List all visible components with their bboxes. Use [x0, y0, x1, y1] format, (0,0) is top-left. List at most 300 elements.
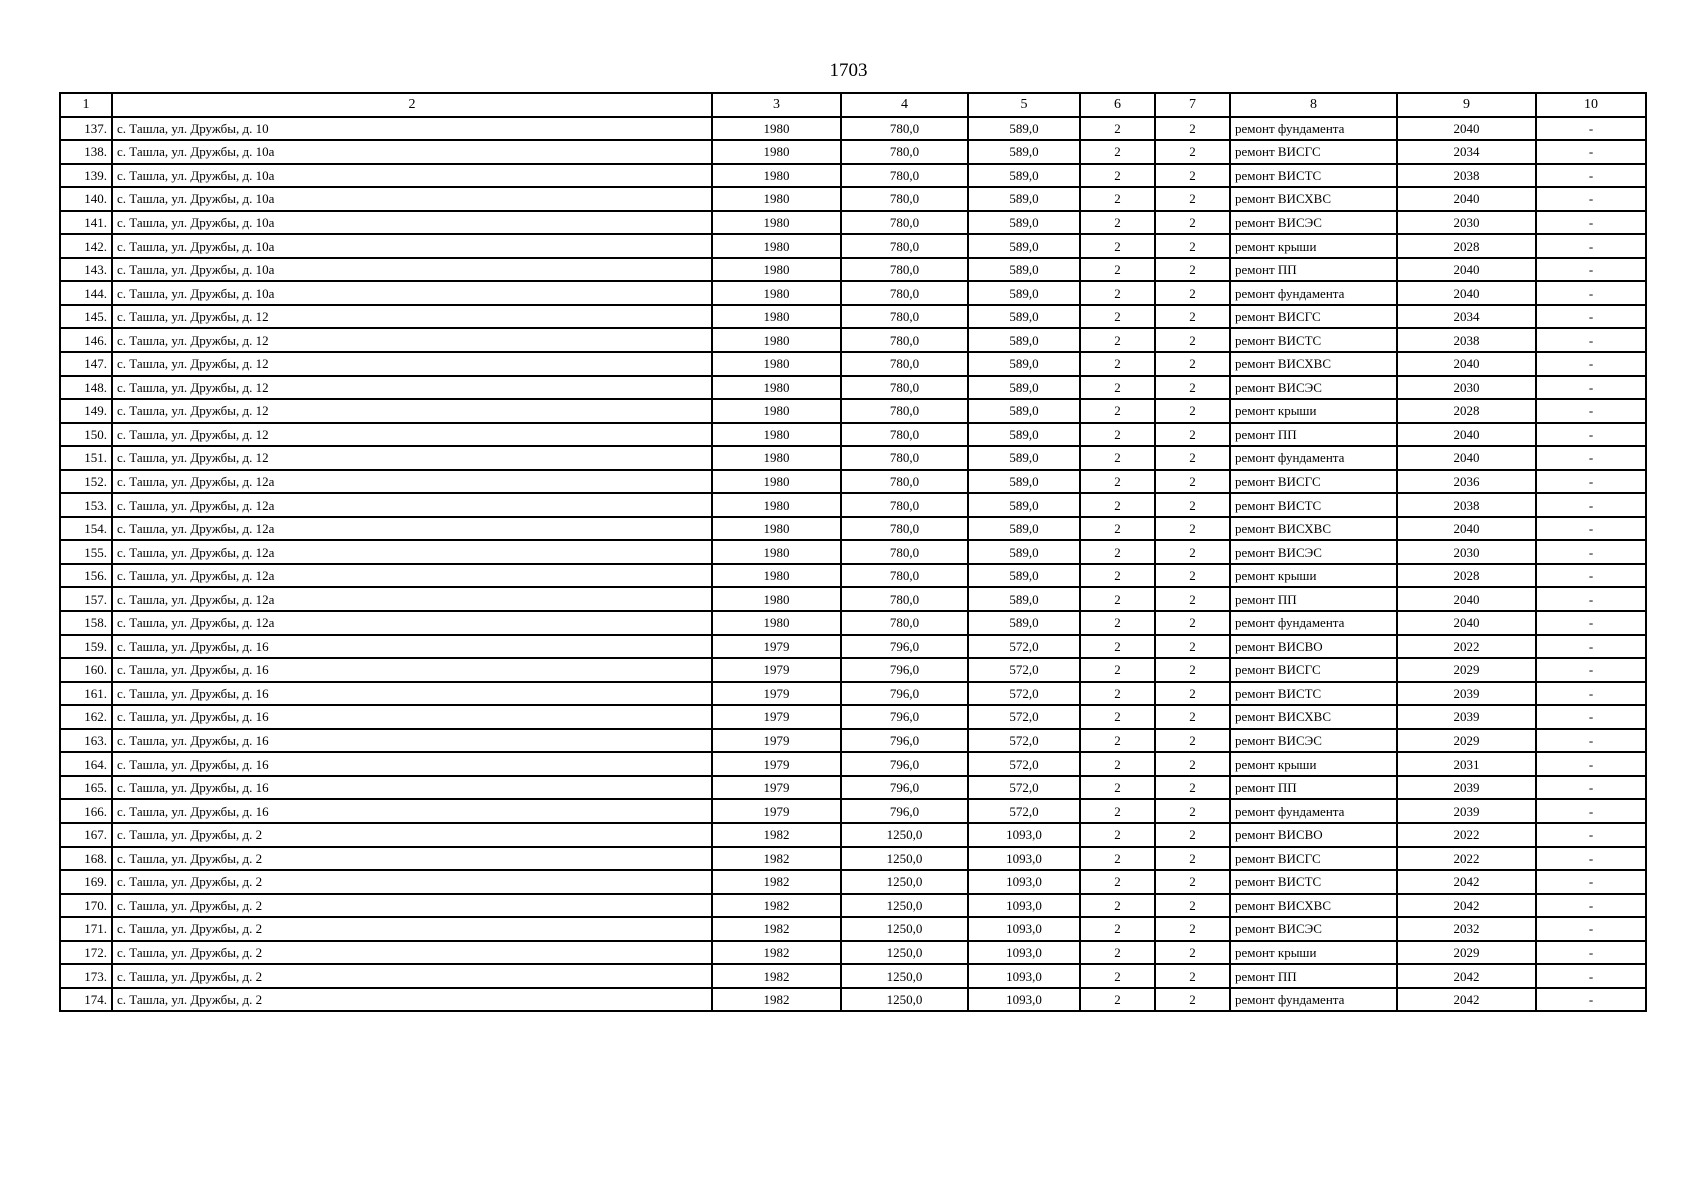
col7-cell: 2 [1155, 964, 1230, 988]
address-cell: с. Ташла, ул. Дружбы, д. 2 [112, 823, 712, 847]
living-area-cell: 589,0 [968, 164, 1080, 188]
living-area-cell: 589,0 [968, 352, 1080, 376]
planned-year-cell: 2040 [1397, 587, 1536, 611]
col7-cell: 2 [1155, 941, 1230, 965]
address-cell: с. Ташла, ул. Дружбы, д. 12а [112, 611, 712, 635]
row-number-cell: 155. [60, 540, 112, 564]
table-row [60, 752, 1646, 776]
address-cell: с. Ташла, ул. Дружбы, д. 10а [112, 211, 712, 235]
total-area-cell: 1250,0 [841, 988, 968, 1012]
planned-year-cell: 2028 [1397, 564, 1536, 588]
total-area-cell: 796,0 [841, 635, 968, 659]
total-area-cell: 1250,0 [841, 941, 968, 965]
living-area-cell: 589,0 [968, 187, 1080, 211]
row-number-cell: 157. [60, 587, 112, 611]
living-area-cell: 1093,0 [968, 870, 1080, 894]
col6-cell: 2 [1080, 258, 1155, 282]
table-row [60, 211, 1646, 235]
work-type-cell: ремонт ВИСГС [1230, 847, 1397, 871]
col10-cell: - [1536, 164, 1646, 188]
row-number-cell: 143. [60, 258, 112, 282]
work-type-cell: ремонт крыши [1230, 564, 1397, 588]
work-type-cell: ремонт ВИСЭС [1230, 211, 1397, 235]
row-number-cell: 151. [60, 446, 112, 470]
address-cell: с. Ташла, ул. Дружбы, д. 12а [112, 493, 712, 517]
col10-cell: - [1536, 517, 1646, 541]
col6-cell: 2 [1080, 164, 1155, 188]
work-type-cell: ремонт фундамента [1230, 446, 1397, 470]
col6-cell: 2 [1080, 941, 1155, 965]
living-area-cell: 1093,0 [968, 988, 1080, 1012]
work-type-cell: ремонт ВИСХВС [1230, 894, 1397, 918]
row-number-cell: 162. [60, 705, 112, 729]
planned-year-cell: 2031 [1397, 752, 1536, 776]
total-area-cell: 1250,0 [841, 917, 968, 941]
total-area-cell: 780,0 [841, 517, 968, 541]
planned-year-cell: 2039 [1397, 776, 1536, 800]
work-type-cell: ремонт ВИСГС [1230, 305, 1397, 329]
row-number-cell: 172. [60, 941, 112, 965]
row-number-cell: 171. [60, 917, 112, 941]
total-area-cell: 1250,0 [841, 964, 968, 988]
row-number-cell: 164. [60, 752, 112, 776]
row-number-cell: 168. [60, 847, 112, 871]
col7-cell: 2 [1155, 776, 1230, 800]
living-area-cell: 572,0 [968, 705, 1080, 729]
table-row [60, 446, 1646, 470]
planned-year-cell: 2039 [1397, 705, 1536, 729]
living-area-cell: 572,0 [968, 658, 1080, 682]
total-area-cell: 780,0 [841, 376, 968, 400]
column-header-8: 8 [1230, 93, 1397, 117]
col10-cell: - [1536, 493, 1646, 517]
living-area-cell: 589,0 [968, 564, 1080, 588]
planned-year-cell: 2029 [1397, 729, 1536, 753]
address-cell: с. Ташла, ул. Дружбы, д. 12а [112, 517, 712, 541]
address-cell: с. Ташла, ул. Дружбы, д. 2 [112, 847, 712, 871]
address-cell: с. Ташла, ул. Дружбы, д. 2 [112, 941, 712, 965]
table-row [60, 870, 1646, 894]
col6-cell: 2 [1080, 611, 1155, 635]
table-row [60, 164, 1646, 188]
work-type-cell: ремонт ПП [1230, 776, 1397, 800]
col6-cell: 2 [1080, 988, 1155, 1012]
work-type-cell: ремонт ВИСГС [1230, 140, 1397, 164]
year-cell: 1979 [712, 729, 841, 753]
table-row [60, 564, 1646, 588]
col10-cell: - [1536, 140, 1646, 164]
work-type-cell: ремонт ВИСВО [1230, 823, 1397, 847]
living-area-cell: 1093,0 [968, 894, 1080, 918]
planned-year-cell: 2040 [1397, 446, 1536, 470]
year-cell: 1979 [712, 658, 841, 682]
address-cell: с. Ташла, ул. Дружбы, д. 12а [112, 470, 712, 494]
col10-cell: - [1536, 399, 1646, 423]
table-row [60, 611, 1646, 635]
total-area-cell: 780,0 [841, 446, 968, 470]
work-type-cell: ремонт ВИСХВС [1230, 352, 1397, 376]
row-number-cell: 160. [60, 658, 112, 682]
table-row [60, 635, 1646, 659]
table-row [60, 305, 1646, 329]
col6-cell: 2 [1080, 917, 1155, 941]
total-area-cell: 1250,0 [841, 823, 968, 847]
col7-cell: 2 [1155, 423, 1230, 447]
col6-cell: 2 [1080, 682, 1155, 706]
year-cell: 1980 [712, 352, 841, 376]
address-cell: с. Ташла, ул. Дружбы, д. 12 [112, 423, 712, 447]
living-area-cell: 572,0 [968, 752, 1080, 776]
work-type-cell: ремонт ВИСХВС [1230, 517, 1397, 541]
planned-year-cell: 2036 [1397, 470, 1536, 494]
col10-cell: - [1536, 894, 1646, 918]
living-area-cell: 572,0 [968, 776, 1080, 800]
row-number-cell: 145. [60, 305, 112, 329]
living-area-cell: 589,0 [968, 281, 1080, 305]
planned-year-cell: 2029 [1397, 658, 1536, 682]
col7-cell: 2 [1155, 258, 1230, 282]
year-cell: 1980 [712, 376, 841, 400]
col7-cell: 2 [1155, 823, 1230, 847]
year-cell: 1982 [712, 964, 841, 988]
year-cell: 1980 [712, 470, 841, 494]
col6-cell: 2 [1080, 964, 1155, 988]
table-row [60, 941, 1646, 965]
year-cell: 1980 [712, 423, 841, 447]
table-row [60, 234, 1646, 258]
total-area-cell: 780,0 [841, 281, 968, 305]
column-header-6: 6 [1080, 93, 1155, 117]
table-row [60, 376, 1646, 400]
total-area-cell: 780,0 [841, 352, 968, 376]
address-cell: с. Ташла, ул. Дружбы, д. 10а [112, 281, 712, 305]
col6-cell: 2 [1080, 117, 1155, 141]
column-header-2: 2 [112, 93, 712, 117]
col6-cell: 2 [1080, 446, 1155, 470]
col6-cell: 2 [1080, 823, 1155, 847]
year-cell: 1979 [712, 682, 841, 706]
address-cell: с. Ташла, ул. Дружбы, д. 2 [112, 988, 712, 1012]
column-header-1: 1 [60, 93, 112, 117]
living-area-cell: 589,0 [968, 517, 1080, 541]
living-area-cell: 1093,0 [968, 823, 1080, 847]
table-row [60, 682, 1646, 706]
year-cell: 1980 [712, 187, 841, 211]
address-cell: с. Ташла, ул. Дружбы, д. 12а [112, 587, 712, 611]
total-area-cell: 780,0 [841, 399, 968, 423]
row-number-cell: 165. [60, 776, 112, 800]
address-cell: с. Ташла, ул. Дружбы, д. 16 [112, 799, 712, 823]
col7-cell: 2 [1155, 894, 1230, 918]
col10-cell: - [1536, 611, 1646, 635]
planned-year-cell: 2040 [1397, 517, 1536, 541]
col7-cell: 2 [1155, 187, 1230, 211]
year-cell: 1980 [712, 234, 841, 258]
year-cell: 1980 [712, 587, 841, 611]
address-cell: с. Ташла, ул. Дружбы, д. 10а [112, 187, 712, 211]
row-number-cell: 167. [60, 823, 112, 847]
planned-year-cell: 2040 [1397, 187, 1536, 211]
planned-year-cell: 2030 [1397, 211, 1536, 235]
col7-cell: 2 [1155, 682, 1230, 706]
total-area-cell: 780,0 [841, 187, 968, 211]
table-row [60, 328, 1646, 352]
col7-cell: 2 [1155, 917, 1230, 941]
row-number-cell: 158. [60, 611, 112, 635]
column-header-3: 3 [712, 93, 841, 117]
address-cell: с. Ташла, ул. Дружбы, д. 12а [112, 564, 712, 588]
table-row [60, 847, 1646, 871]
col7-cell: 2 [1155, 352, 1230, 376]
table-row [60, 799, 1646, 823]
address-cell: с. Ташла, ул. Дружбы, д. 16 [112, 776, 712, 800]
table-row [60, 399, 1646, 423]
col10-cell: - [1536, 587, 1646, 611]
living-area-cell: 1093,0 [968, 917, 1080, 941]
row-number-cell: 169. [60, 870, 112, 894]
planned-year-cell: 2028 [1397, 234, 1536, 258]
col10-cell: - [1536, 281, 1646, 305]
table-row [60, 705, 1646, 729]
address-cell: с. Ташла, ул. Дружбы, д. 2 [112, 894, 712, 918]
address-cell: с. Ташла, ул. Дружбы, д. 16 [112, 658, 712, 682]
col7-cell: 2 [1155, 611, 1230, 635]
row-number-cell: 166. [60, 799, 112, 823]
col6-cell: 2 [1080, 187, 1155, 211]
table-row [60, 964, 1646, 988]
living-area-cell: 589,0 [968, 446, 1080, 470]
year-cell: 1979 [712, 799, 841, 823]
col10-cell: - [1536, 258, 1646, 282]
col7-cell: 2 [1155, 752, 1230, 776]
col10-cell: - [1536, 540, 1646, 564]
row-number-cell: 170. [60, 894, 112, 918]
row-number-cell: 154. [60, 517, 112, 541]
col7-cell: 2 [1155, 635, 1230, 659]
address-cell: с. Ташла, ул. Дружбы, д. 10 [112, 117, 712, 141]
work-type-cell: ремонт ВИСХВС [1230, 187, 1397, 211]
col6-cell: 2 [1080, 352, 1155, 376]
work-type-cell: ремонт фундамента [1230, 799, 1397, 823]
col6-cell: 2 [1080, 376, 1155, 400]
planned-year-cell: 2028 [1397, 399, 1536, 423]
col10-cell: - [1536, 470, 1646, 494]
col7-cell: 2 [1155, 493, 1230, 517]
table-row [60, 823, 1646, 847]
col7-cell: 2 [1155, 658, 1230, 682]
row-number-cell: 147. [60, 352, 112, 376]
living-area-cell: 1093,0 [968, 941, 1080, 965]
col10-cell: - [1536, 564, 1646, 588]
row-number-cell: 153. [60, 493, 112, 517]
living-area-cell: 589,0 [968, 587, 1080, 611]
col10-cell: - [1536, 352, 1646, 376]
row-number-cell: 148. [60, 376, 112, 400]
living-area-cell: 572,0 [968, 799, 1080, 823]
address-cell: с. Ташла, ул. Дружбы, д. 12 [112, 399, 712, 423]
col6-cell: 2 [1080, 587, 1155, 611]
total-area-cell: 780,0 [841, 258, 968, 282]
work-type-cell: ремонт ВИСЭС [1230, 540, 1397, 564]
table-row [60, 587, 1646, 611]
address-cell: с. Ташла, ул. Дружбы, д. 10а [112, 258, 712, 282]
row-number-cell: 137. [60, 117, 112, 141]
table-row [60, 352, 1646, 376]
col7-cell: 2 [1155, 729, 1230, 753]
address-cell: с. Ташла, ул. Дружбы, д. 16 [112, 682, 712, 706]
row-number-cell: 150. [60, 423, 112, 447]
col7-cell: 2 [1155, 587, 1230, 611]
address-cell: с. Ташла, ул. Дружбы, д. 10а [112, 164, 712, 188]
col10-cell: - [1536, 446, 1646, 470]
row-number-cell: 139. [60, 164, 112, 188]
col10-cell: - [1536, 328, 1646, 352]
living-area-cell: 589,0 [968, 376, 1080, 400]
col6-cell: 2 [1080, 635, 1155, 659]
col10-cell: - [1536, 117, 1646, 141]
column-header-5: 5 [968, 93, 1080, 117]
planned-year-cell: 2042 [1397, 894, 1536, 918]
col6-cell: 2 [1080, 870, 1155, 894]
col7-cell: 2 [1155, 399, 1230, 423]
col7-cell: 2 [1155, 470, 1230, 494]
col6-cell: 2 [1080, 705, 1155, 729]
planned-year-cell: 2040 [1397, 352, 1536, 376]
table-row [60, 988, 1646, 1012]
living-area-cell: 589,0 [968, 470, 1080, 494]
col10-cell: - [1536, 423, 1646, 447]
col10-cell: - [1536, 870, 1646, 894]
col6-cell: 2 [1080, 328, 1155, 352]
col7-cell: 2 [1155, 517, 1230, 541]
col10-cell: - [1536, 234, 1646, 258]
year-cell: 1980 [712, 164, 841, 188]
work-type-cell: ремонт ВИСЭС [1230, 917, 1397, 941]
work-type-cell: ремонт ВИСТС [1230, 328, 1397, 352]
address-cell: с. Ташла, ул. Дружбы, д. 12 [112, 376, 712, 400]
work-type-cell: ремонт крыши [1230, 234, 1397, 258]
living-area-cell: 1093,0 [968, 964, 1080, 988]
table-row [60, 140, 1646, 164]
year-cell: 1982 [712, 988, 841, 1012]
row-number-cell: 159. [60, 635, 112, 659]
living-area-cell: 589,0 [968, 258, 1080, 282]
work-type-cell: ремонт ВИСТС [1230, 164, 1397, 188]
table-row [60, 729, 1646, 753]
total-area-cell: 780,0 [841, 493, 968, 517]
planned-year-cell: 2029 [1397, 941, 1536, 965]
total-area-cell: 780,0 [841, 211, 968, 235]
col10-cell: - [1536, 917, 1646, 941]
work-type-cell: ремонт ПП [1230, 587, 1397, 611]
col6-cell: 2 [1080, 776, 1155, 800]
column-header-9: 9 [1397, 93, 1536, 117]
col6-cell: 2 [1080, 211, 1155, 235]
row-number-cell: 141. [60, 211, 112, 235]
planned-year-cell: 2030 [1397, 540, 1536, 564]
living-area-cell: 589,0 [968, 234, 1080, 258]
year-cell: 1980 [712, 446, 841, 470]
work-type-cell: ремонт ВИСХВС [1230, 705, 1397, 729]
year-cell: 1980 [712, 258, 841, 282]
col7-cell: 2 [1155, 847, 1230, 871]
living-area-cell: 589,0 [968, 611, 1080, 635]
total-area-cell: 780,0 [841, 234, 968, 258]
work-type-cell: ремонт ВИСЭС [1230, 729, 1397, 753]
year-cell: 1982 [712, 941, 841, 965]
col10-cell: - [1536, 682, 1646, 706]
work-type-cell: ремонт фундамента [1230, 281, 1397, 305]
row-number-cell: 156. [60, 564, 112, 588]
living-area-cell: 589,0 [968, 117, 1080, 141]
total-area-cell: 780,0 [841, 564, 968, 588]
living-area-cell: 589,0 [968, 493, 1080, 517]
col6-cell: 2 [1080, 140, 1155, 164]
col7-cell: 2 [1155, 140, 1230, 164]
year-cell: 1979 [712, 776, 841, 800]
living-area-cell: 589,0 [968, 211, 1080, 235]
year-cell: 1980 [712, 140, 841, 164]
address-cell: с. Ташла, ул. Дружбы, д. 2 [112, 964, 712, 988]
row-number-cell: 161. [60, 682, 112, 706]
col6-cell: 2 [1080, 658, 1155, 682]
planned-year-cell: 2042 [1397, 870, 1536, 894]
table-row [60, 894, 1646, 918]
col10-cell: - [1536, 752, 1646, 776]
col7-cell: 2 [1155, 211, 1230, 235]
address-cell: с. Ташла, ул. Дружбы, д. 12 [112, 305, 712, 329]
planned-year-cell: 2038 [1397, 164, 1536, 188]
address-cell: с. Ташла, ул. Дружбы, д. 16 [112, 729, 712, 753]
address-cell: с. Ташла, ул. Дружбы, д. 16 [112, 705, 712, 729]
total-area-cell: 780,0 [841, 540, 968, 564]
col6-cell: 2 [1080, 540, 1155, 564]
col7-cell: 2 [1155, 328, 1230, 352]
work-type-cell: ремонт ВИСТС [1230, 682, 1397, 706]
planned-year-cell: 2030 [1397, 376, 1536, 400]
total-area-cell: 796,0 [841, 752, 968, 776]
year-cell: 1980 [712, 564, 841, 588]
work-type-cell: ремонт ВИСЭС [1230, 376, 1397, 400]
table-row [60, 917, 1646, 941]
planned-year-cell: 2038 [1397, 328, 1536, 352]
planned-year-cell: 2042 [1397, 988, 1536, 1012]
table-header-row [60, 93, 1646, 117]
address-cell: с. Ташла, ул. Дружбы, д. 16 [112, 635, 712, 659]
planned-year-cell: 2022 [1397, 823, 1536, 847]
year-cell: 1980 [712, 493, 841, 517]
work-type-cell: ремонт ВИСТС [1230, 870, 1397, 894]
living-area-cell: 589,0 [968, 328, 1080, 352]
col7-cell: 2 [1155, 870, 1230, 894]
table-row [60, 423, 1646, 447]
row-number-cell: 163. [60, 729, 112, 753]
col6-cell: 2 [1080, 752, 1155, 776]
row-number-cell: 173. [60, 964, 112, 988]
col10-cell: - [1536, 376, 1646, 400]
total-area-cell: 780,0 [841, 470, 968, 494]
living-area-cell: 572,0 [968, 729, 1080, 753]
col7-cell: 2 [1155, 281, 1230, 305]
col7-cell: 2 [1155, 234, 1230, 258]
total-area-cell: 780,0 [841, 164, 968, 188]
living-area-cell: 572,0 [968, 682, 1080, 706]
col6-cell: 2 [1080, 729, 1155, 753]
col6-cell: 2 [1080, 517, 1155, 541]
work-type-cell: ремонт ПП [1230, 964, 1397, 988]
table-row [60, 281, 1646, 305]
year-cell: 1980 [712, 211, 841, 235]
